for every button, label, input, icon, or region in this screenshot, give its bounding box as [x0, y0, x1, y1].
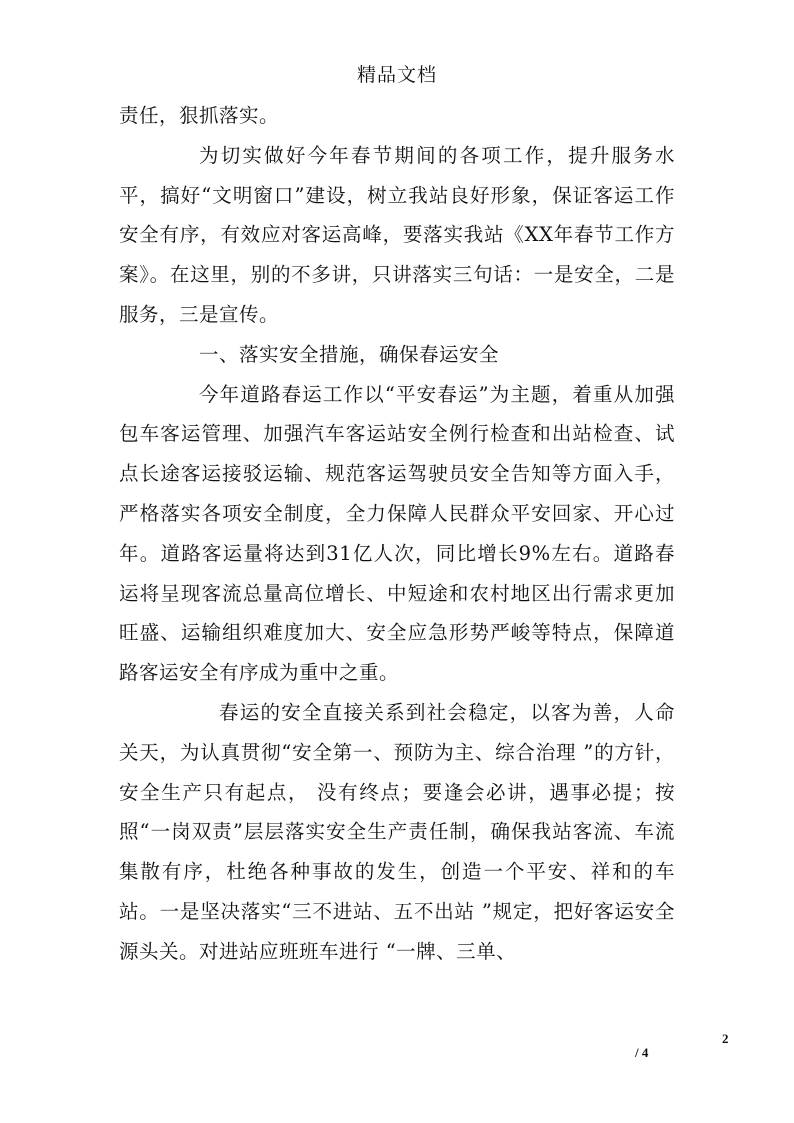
paragraph-safety: 春运的安全直接关系到社会稳定，以客为善，人命关天，为认真贯彻“安全第一、预防为主、综合治理 ”的方针，安全生产只有起点， 没有终点；要逢会必讲，遇事必提；按照“一岗双责”层层落实安全生产责任制，确保我站客流、车流集散有序，杜绝各种事故的发生，创造一个平安、祥和的车站。一是坚决落实“三不进站、五不出站 ”规定，把好客运安全源头关。对进站应班班车进行 “一牌、三单、: [119, 700, 675, 963]
document-header-title: 精品文档: [356, 64, 437, 86]
page-number: 2: [722, 1031, 729, 1046]
paragraph-intro: 为切实做好今年春节期间的各项工作，提升服务水平，搞好“文明窗口”建设，树立我站良好形象，保证客运工作安全有序，有效应对客运高峰，要落实我站《XX年春节工作方案》。在这里，别的不多讲，只讲落实三句话：一是安全，二是服务，三是宣传。: [119, 143, 675, 326]
page-total: / 4: [635, 1045, 649, 1060]
document-body: [119, 96, 675, 972]
section-heading: 一、落实安全措施，确保春运安全: [199, 342, 500, 366]
paragraph-spring-transport: 今年道路春运工作以“平安春运”为主题，着重从加强包车客运管理、加强汽车客运站安全例行检查和出站检查、试点长途客运接驳运输、规范客运驾驶员安全告知等方面入手，严格落实各项安全制度，全力保障人民群众平安回家、开心过年。道路客运量将达到31亿人次，同比增长9%左右。道路春运将呈现客流总量高位增长、中短途和农村地区出行需求更加旺盛、运输组织难度加大、安全应急形势严峻等特点，保障道路客运安全有序成为重中之重。: [119, 382, 675, 685]
paragraph-continuation: 责任，狠抓落实。: [119, 104, 280, 127]
